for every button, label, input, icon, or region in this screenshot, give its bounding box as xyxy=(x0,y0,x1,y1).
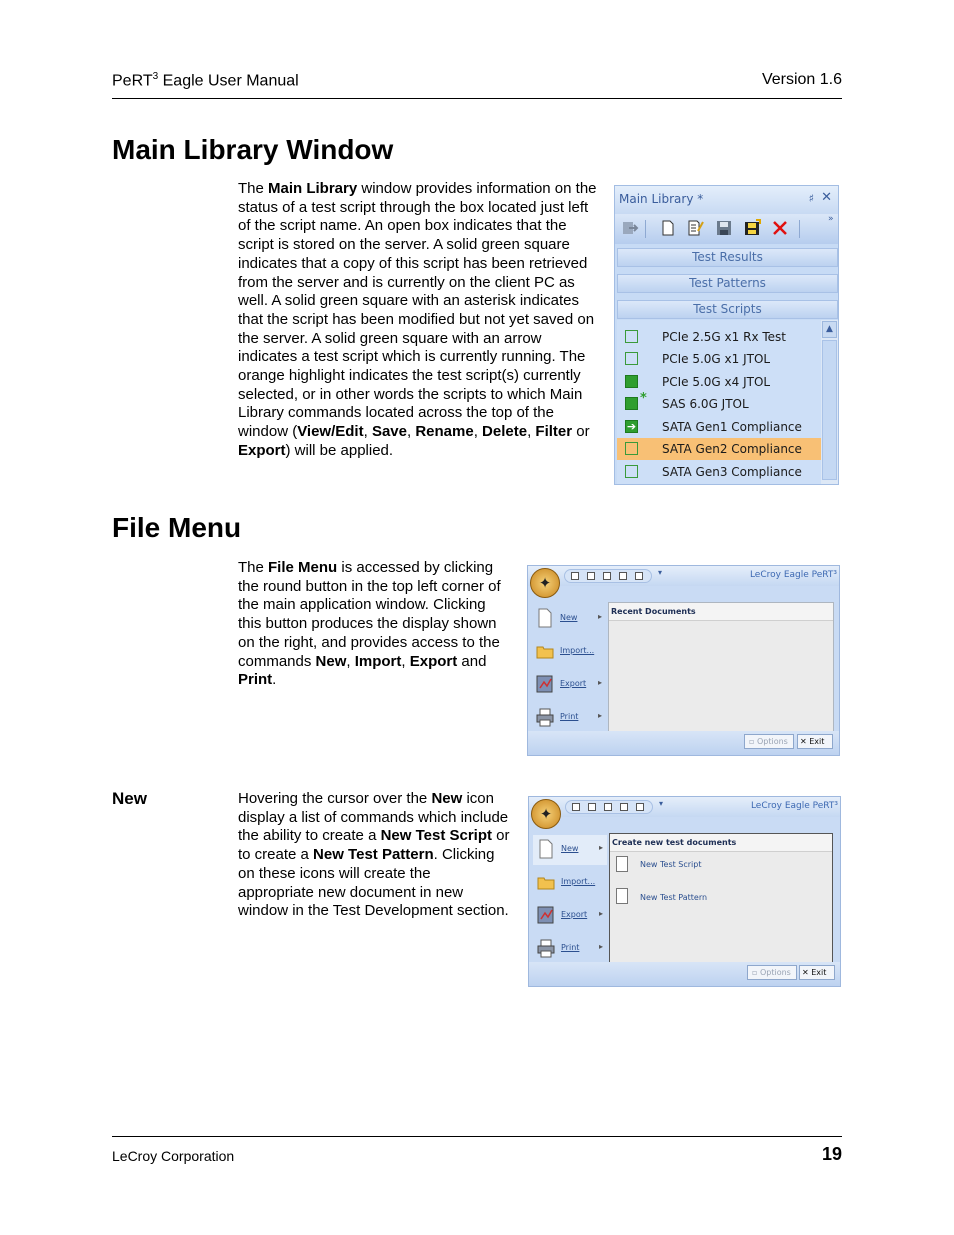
open-box-icon xyxy=(625,442,638,455)
qat-dropdown-icon[interactable]: ▾ xyxy=(659,799,664,808)
folder-icon xyxy=(536,641,554,661)
view-edit-icon[interactable] xyxy=(686,219,704,237)
footer-company: LeCroy Corporation xyxy=(112,1148,235,1164)
manual-title: PeRT$^3$ Eagle User Manual xyxy=(112,71,299,90)
subsection-label-new: New xyxy=(112,789,147,808)
section-heading-file-menu: File Menu xyxy=(112,512,242,543)
script-row-selected[interactable]: SATA Gen2 Compliance xyxy=(617,438,821,460)
asterisk-icon: * xyxy=(640,391,647,406)
running-arrow-icon: ➔ xyxy=(626,420,637,433)
qat-page-icon[interactable] xyxy=(636,803,644,811)
export-icon xyxy=(537,905,555,925)
toolbar-separator xyxy=(799,220,800,238)
scroll-up-icon[interactable]: ▲ xyxy=(822,321,837,338)
panel-title: Main Library * xyxy=(619,192,704,206)
qat-new-icon[interactable] xyxy=(571,572,579,580)
pin-icon[interactable]: ♯ xyxy=(808,192,814,205)
menu-item-import[interactable]: Import... xyxy=(532,637,606,667)
exit-button[interactable]: ✕ Exit xyxy=(799,965,835,980)
menu-item-new[interactable]: New ▸ xyxy=(532,604,606,634)
new-test-script-icon[interactable] xyxy=(616,856,628,872)
new-icon xyxy=(537,839,555,859)
chevron-right-icon: ▸ xyxy=(598,612,603,621)
printer-icon xyxy=(537,938,555,958)
script-row[interactable]: PCIe 2.5G x1 Rx Test xyxy=(617,326,821,348)
qat-export-icon[interactable] xyxy=(603,572,611,580)
modified-square-icon xyxy=(625,397,638,410)
toolbar-overflow-icon[interactable]: » xyxy=(828,214,834,224)
script-row[interactable]: ➔ SATA Gen1 Compliance xyxy=(626,420,802,434)
new-test-pattern-link[interactable]: New Test Pattern xyxy=(640,893,708,902)
close-icon[interactable]: ✕ xyxy=(821,190,832,205)
export-icon xyxy=(536,674,554,694)
folder-icon xyxy=(537,872,555,892)
file-menu-footer xyxy=(528,731,839,755)
menu-item-print[interactable]: Print ▸ xyxy=(533,934,607,964)
new-document-icon[interactable] xyxy=(659,219,677,237)
application-orb-button[interactable]: ✦ xyxy=(531,799,561,829)
delete-icon[interactable] xyxy=(771,219,789,237)
chevron-right-icon: ▸ xyxy=(599,909,604,918)
version-label: Version 1.6 xyxy=(761,71,842,88)
printer-icon xyxy=(536,707,554,727)
tab-test-patterns[interactable]: Test Patterns xyxy=(617,274,838,293)
qat-export-icon[interactable] xyxy=(604,803,612,811)
exit-button[interactable]: ✕ Exit xyxy=(797,734,833,749)
quick-access-bar xyxy=(529,797,840,817)
page-number: 19 xyxy=(821,1144,842,1164)
create-new-documents-pane xyxy=(609,833,833,965)
quick-access-toolbar xyxy=(565,800,653,814)
script-row[interactable]: * SAS 6.0G JTOL xyxy=(617,393,821,415)
menu-item-new[interactable]: New ▸ xyxy=(533,835,607,865)
new-test-pattern-icon[interactable] xyxy=(616,888,628,904)
quick-access-bar xyxy=(528,566,839,586)
new-test-script-link[interactable]: New Test Script xyxy=(640,860,702,869)
menu-item-print[interactable]: Print ▸ xyxy=(532,703,606,733)
panel-toolbar xyxy=(615,214,838,244)
open-box-icon xyxy=(625,352,638,365)
section-heading-main-library: Main Library Window xyxy=(112,134,394,165)
qat-open-icon[interactable] xyxy=(587,572,595,580)
script-row[interactable]: SATA Gen3 Compliance xyxy=(617,461,821,483)
qat-new-icon[interactable] xyxy=(572,803,580,811)
rename-icon[interactable] xyxy=(743,219,761,237)
pane-title: Create new test documents xyxy=(612,838,737,847)
script-list xyxy=(617,320,821,484)
footer-divider xyxy=(112,1136,842,1137)
filter-icon[interactable] xyxy=(621,219,639,237)
panel-title-bar xyxy=(615,186,838,214)
scroll-thumb[interactable] xyxy=(822,340,837,480)
qat-dropdown-icon[interactable]: ▾ xyxy=(658,568,663,577)
script-row[interactable]: PCIe 5.0G x4 JTOL xyxy=(617,371,821,393)
file-menu-description: The File Menu is accessed by clicking the round button in the top left corner of the main application window. Clicking this button produces the display shown on the right, and provides access to the commands New, Import, Export and Print. xyxy=(238,559,501,689)
menu-item-export[interactable]: Export ▸ xyxy=(532,670,606,700)
pane-title: Recent Documents xyxy=(611,607,696,616)
header-divider xyxy=(112,98,842,99)
tab-test-scripts[interactable]: Test Scripts xyxy=(617,300,838,319)
qat-open-icon[interactable] xyxy=(588,803,596,811)
main-library-panel xyxy=(614,185,839,485)
app-brand: LeCroy Eagle PeRT³ xyxy=(749,570,837,580)
quick-access-toolbar xyxy=(564,569,652,583)
open-box-icon xyxy=(625,465,638,478)
recent-documents-pane xyxy=(608,602,834,733)
save-icon[interactable] xyxy=(715,219,733,237)
file-menu-screenshot-new xyxy=(528,796,841,987)
open-box-icon xyxy=(625,330,638,343)
options-button[interactable]: ▫ Options xyxy=(747,965,797,980)
new-icon xyxy=(536,608,554,628)
chevron-right-icon: ▸ xyxy=(599,843,604,852)
file-menu-footer xyxy=(529,962,840,986)
application-orb-button[interactable]: ✦ xyxy=(530,568,560,598)
qat-print-icon[interactable] xyxy=(619,572,627,580)
menu-item-import[interactable]: Import... xyxy=(533,868,607,898)
toolbar-separator xyxy=(645,220,646,238)
chevron-right-icon: ▸ xyxy=(599,942,604,951)
chevron-right-icon: ▸ xyxy=(598,678,603,687)
main-library-description: The Main Library window provides information on the status of a test script through the box located just left of the script name. An open box indicates that the script is stored on the server. A solid green square indicates that a copy of this script has been retrieved from the server and is currently on the client PC as well. A solid green square with an asterisk indicates that the script has been modified but not yet saved on the server. A solid green square with an arrow indicates a test script which is currently running. The orange highlight indicates the test script(s) currently selected, or in other words the scripts to which Main Library commands located across the top of the window (View/Edit, Save, Rename, Delete, Filter or Export) will be applied. xyxy=(238,180,597,459)
solid-square-icon xyxy=(625,375,638,388)
tab-test-results[interactable]: Test Results xyxy=(617,248,838,267)
chevron-right-icon: ▸ xyxy=(598,711,603,720)
app-brand: LeCroy Eagle PeRT³ xyxy=(750,801,838,811)
new-description: Hovering the cursor over the New icon display a list of commands which include the ability to create a New Test Script or to create a New Test Pattern. Clicking on these icons will create the appropriate new document in new window in the Test Development section. xyxy=(238,790,510,920)
script-row[interactable]: PCIe 5.0G x1 JTOL xyxy=(617,348,821,370)
scrollbar[interactable] xyxy=(821,320,838,484)
options-button[interactable]: ▫ Options xyxy=(744,734,794,749)
file-menu-screenshot-recent xyxy=(527,565,840,756)
qat-page-icon[interactable] xyxy=(635,572,643,580)
qat-print-icon[interactable] xyxy=(620,803,628,811)
menu-item-export[interactable]: Export ▸ xyxy=(533,901,607,931)
